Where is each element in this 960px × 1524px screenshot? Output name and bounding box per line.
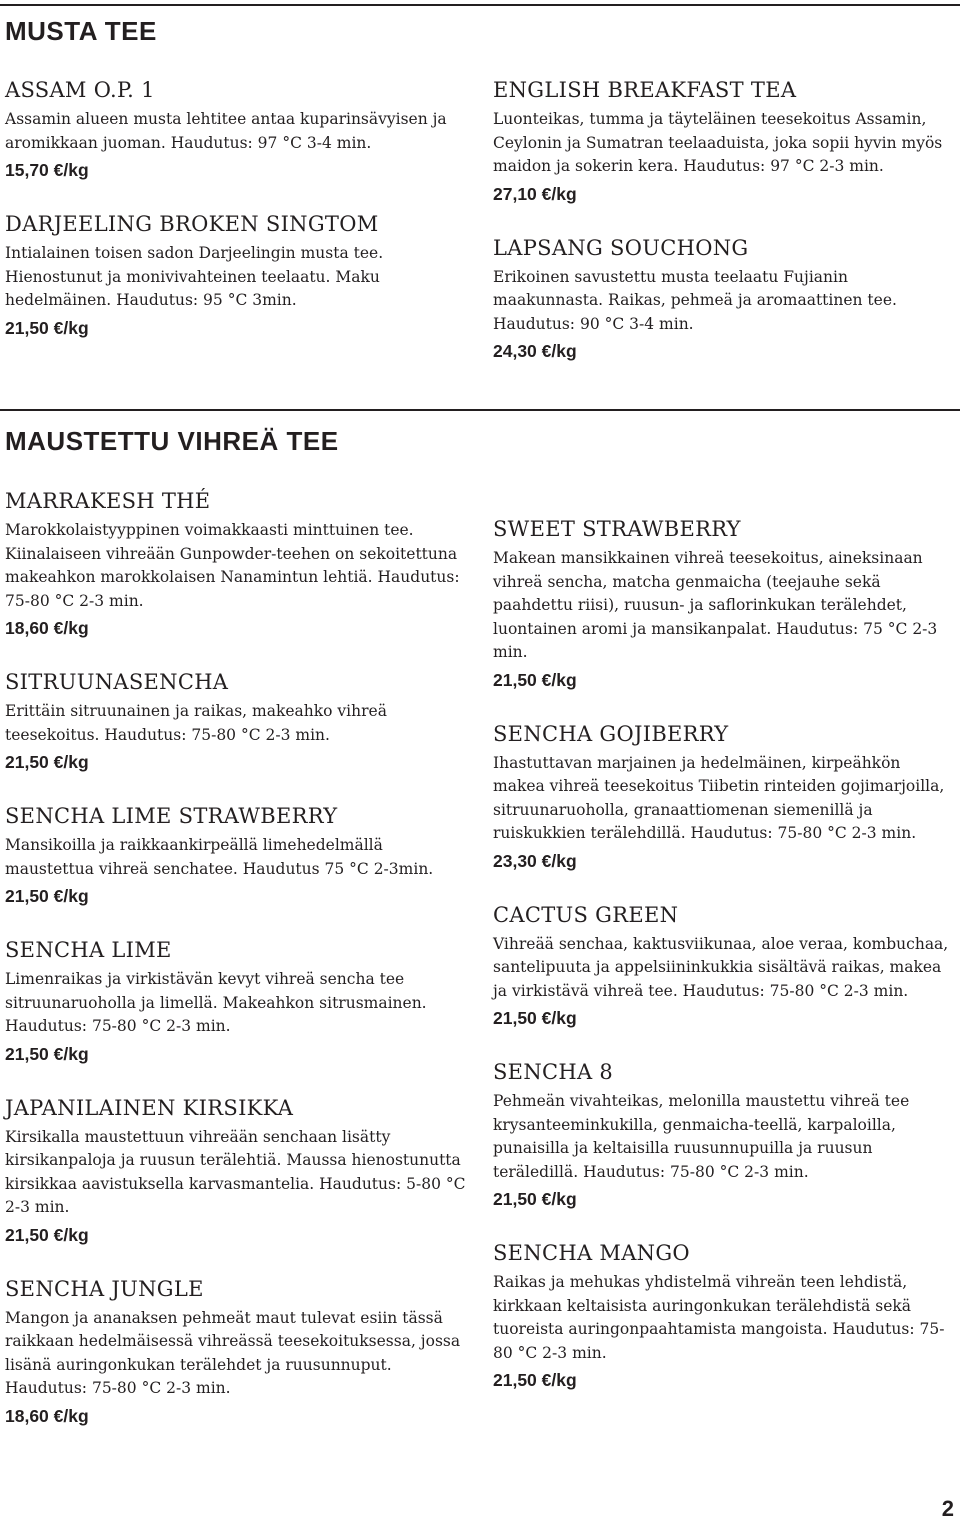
section-title-musta-tee: MUSTA TEE: [5, 16, 157, 46]
tea-item: [493, 721, 955, 874]
tea-item: [5, 1276, 467, 1429]
tea-price: 21,50 €/kg: [5, 752, 89, 772]
tea-name: SENCHA JUNGLE: [5, 1276, 204, 1301]
tea-name: SWEET STRAWBERRY: [493, 517, 741, 541]
tea-description: Erikoinen savustettu musta teelaatu Fujianin maakunnasta. Raikas, pehmeä ja aromaattinen tee. Haudutus: 90 °C 3-4 min.: [493, 267, 897, 333]
tea-item: [5, 77, 467, 183]
tea-name: SENCHA GOJIBERRY: [493, 721, 729, 746]
tea-price: 21,50 €/kg: [493, 1189, 577, 1209]
tea-item: [5, 1095, 467, 1248]
musta-tee-right-column: [493, 77, 955, 392]
tea-price: 21,50 €/kg: [493, 669, 577, 690]
tea-price: 15,70 €/kg: [5, 160, 89, 180]
tea-name: SITRUUNASENCHA: [5, 670, 229, 694]
section-title-maustettu-vihrea-tee: MAUSTETTU VIHREÄ TEE: [5, 426, 339, 456]
tea-price: 21,50 €/kg: [5, 1043, 89, 1064]
tea-item: [493, 235, 955, 365]
tea-description: Mangon ja ananaksen pehmeät maut tulevat esiin tässä raikkaan hedelmäisessä vihreässä teesekoituksessa, jossa lisänä auringonkukan terälehdet ja ruusunnuput. Haudutus: 75-80 °C 2-3 min.: [5, 1308, 461, 1397]
tea-description: Intialainen toisen sadon Darjeelingin musta tee. Hienostunut ja monivivahteinen teelaatu. Maku hedelmäinen. Haudutus: 95 °C 3min.: [5, 244, 384, 309]
tea-name: SENCHA LIME: [5, 938, 172, 962]
tea-price: 18,60 €/kg: [5, 1405, 89, 1426]
tea-item: [5, 937, 467, 1067]
tea-item: [5, 803, 467, 909]
tea-price: 21,50 €/kg: [5, 1224, 89, 1245]
section-rule: [0, 409, 960, 411]
tea-price: 23,30 €/kg: [493, 850, 577, 871]
tea-name: MARRAKESH THÉ: [5, 489, 211, 513]
tea-description: Assamin alueen musta lehtitee antaa kuparinsävyisen ja aromikkaan juoman. Haudutus: 97 °C 3-4 min.: [5, 110, 447, 152]
tea-name: ASSAM O.P. 1: [5, 78, 155, 102]
tea-name: SENCHA LIME STRAWBERRY: [5, 804, 338, 828]
tea-item: [493, 77, 955, 207]
maustettu-left-column: [5, 488, 467, 1457]
tea-price: 24,30 €/kg: [493, 341, 577, 361]
tea-name: JAPANILAINEN KIRSIKKA: [5, 1095, 294, 1120]
tea-price: 18,60 €/kg: [5, 618, 89, 638]
tea-description: Luonteikas, tumma ja täyteläinen teesekoitus Assamin, Ceylonin ja Sumatran teelaaduista, joka sopii hyvin myös maidon ja sokerin kera. Haudutus: 97 °C 2-3 min.: [493, 110, 943, 175]
top-rule: [0, 4, 960, 6]
tea-description: Pehmeän vivahteikas, melonilla maustettu vihreä tee krysanteeminkukilla, genmaicha-teellä, karpaloilla, punaisilla ja keltaisilla ruusunnupuilla ja ruusun teräledillä. Haudutus: 75-80 °C 2-3 min.: [493, 1092, 910, 1181]
tea-name: SENCHA 8: [493, 1060, 614, 1084]
tea-description: Limenraikas ja virkistävän kevyt vihreä sencha tee sitruunaruoholla ja limellä. Makeahkon sitrusmainen. Haudutus: 75-80 °C 2-3 min.: [5, 970, 427, 1035]
maustettu-right-column: [493, 516, 955, 1421]
tea-item: [5, 211, 467, 341]
tea-name: LAPSANG SOUCHONG: [493, 235, 749, 260]
tea-price: 21,50 €/kg: [5, 317, 89, 338]
tea-price: 21,50 €/kg: [493, 1008, 577, 1028]
tea-description: Makean mansikkainen vihreä teesekoitus, aineksinaan vihreä sencha, matcha genmaicha (teejauhe sekä paahdettu riisi), ruusun- ja saflorinkukan terälehdet, luontainen aromi ja mansikanpalat. Haudutus: 75 °C 2-3 min.: [493, 549, 938, 661]
tea-description: Vihreää senchaa, kaktusviikunaa, aloe veraa, kombuchaa, santelipuuta ja appelsiininkukkia sisältävä raikas, makea ja virkistävä vihreä tee. Haudutus: 75-80 °C 2-3 min.: [493, 934, 949, 1000]
tea-description: Ihastuttavan marjainen ja hedelmäinen, kirpeähkön makea vihreä teesekoitus Tiibetin rinteiden gojimarjoilla, sitruunaruoholla, granaattiomenan siemenillä ja ruiskukkien terälehdillä. Haudutus: 75-80 °C 2-3 min.: [493, 753, 945, 842]
tea-description: Marokkolaistyyppinen voimakkaasti minttuinen tee. Kiinalaiseen vihreään Gunpowder-teehen on sekoitettuna makeahkon marokkolaisen Nanamintun lehtiä. Haudutus: 75-80 °C 2-3 min.: [5, 521, 460, 610]
tea-price: 21,50 €/kg: [5, 886, 89, 906]
tea-name: SENCHA MANGO: [493, 1241, 690, 1265]
tea-item: [5, 488, 467, 641]
tea-price: 21,50 €/kg: [493, 1370, 577, 1390]
tea-description: Mansikoilla ja raikkaankirpeällä limehedelmällä maustettua vihreä senchatee. Haudutus 75 °C 2-3min.: [5, 836, 434, 878]
tea-description: Raikas ja mehukas yhdistelmä vihreän teen lehdistä, kirkkaan keltaisista auringonkukan terälehdistä sekä tuoreista auringonpaahtamista mangoista. Haudutus: 75-80 °C 2-3 min.: [493, 1273, 945, 1362]
tea-item: [493, 902, 955, 1032]
musta-tee-left-column: [5, 77, 467, 369]
tea-item: [493, 1059, 955, 1212]
tea-item: [5, 669, 467, 775]
tea-name: CACTUS GREEN: [493, 902, 679, 927]
tea-price: 27,10 €/kg: [493, 183, 577, 204]
tea-description: Erittäin sitruunainen ja raikas, makeahko vihreä teesekoitus. Haudutus: 75-80 °C 2-3 min.: [5, 702, 387, 744]
tea-name: ENGLISH BREAKFAST TEA: [493, 78, 797, 102]
tea-name: DARJEELING BROKEN SINGTOM: [5, 212, 379, 236]
tea-item: [493, 516, 955, 693]
page-number: 2: [941, 1496, 954, 1521]
tea-item: [493, 1240, 955, 1393]
tea-description: Kirsikalla maustettuun vihreään senchaan lisätty kirsikanpaloja ja ruusun terälehtiä. Maussa hienostunutta kirsikkaa aavistuksella karvasmantelia. Haudutus: 5-80 °C 2-3 min.: [5, 1127, 466, 1216]
